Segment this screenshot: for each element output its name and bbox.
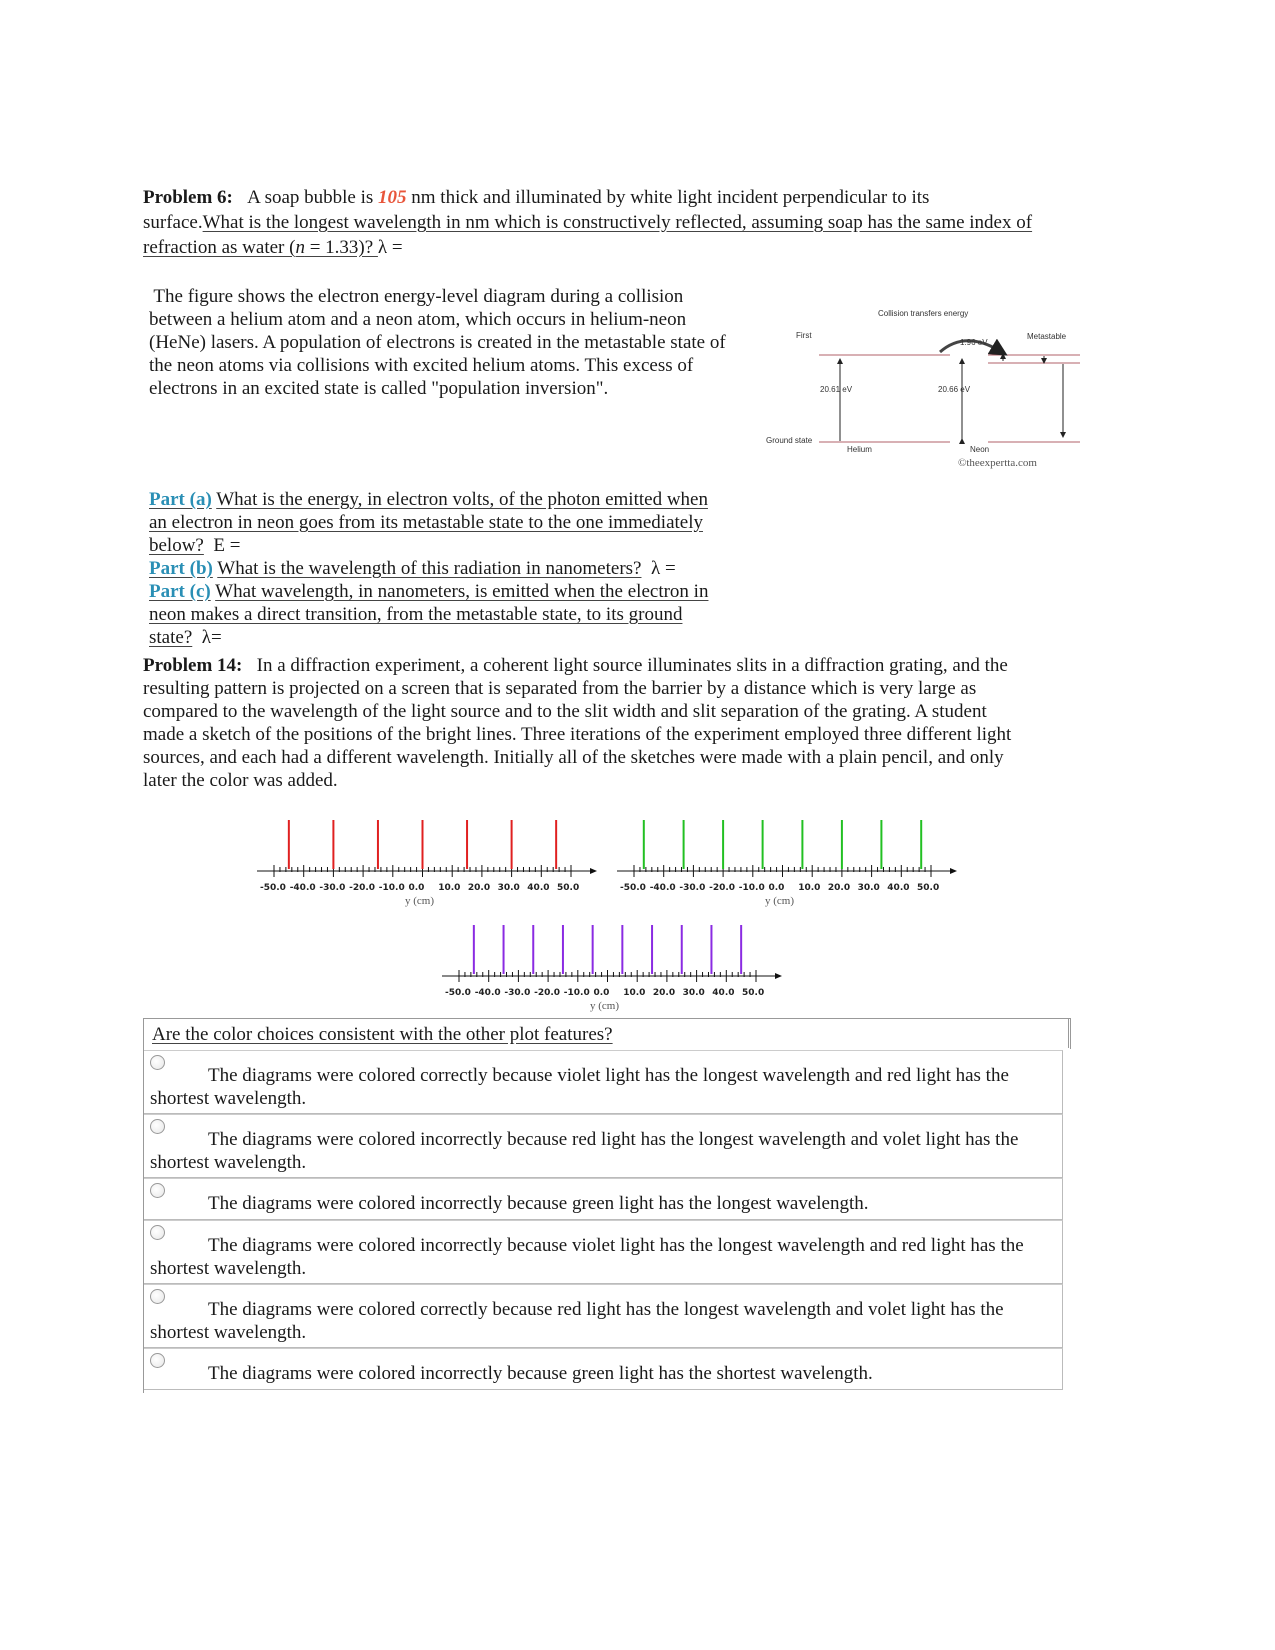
n-symbol: n — [295, 237, 305, 258]
gap-energy: 1.96 eV — [960, 338, 988, 347]
question-right-border — [1068, 1018, 1069, 1048]
option-5-text-2: shortest wavelength. — [150, 1322, 307, 1343]
plot-red-svg — [255, 815, 600, 890]
part-a-line: What is the energy, in electron volts, of the photon emitted when — [216, 489, 708, 510]
problem-6-question: What is the longest wavelength in nm which is constructively reflected, assuming soap has the same index of — [202, 212, 1033, 233]
first-label: First — [796, 331, 812, 340]
option-2-text: The diagrams were colored incorrectly because red light has the longest wavelength and volet light has the — [208, 1129, 1019, 1150]
option-3-text: The diagrams were colored incorrectly because green light has the longest wavelength. — [208, 1193, 869, 1214]
problem-6 — [143, 186, 1103, 259]
question-text: Are the color choices consistent with the other plot features? — [152, 1024, 613, 1045]
ground-label: Ground state — [766, 436, 813, 445]
diagram-title: Collision transfers energy — [878, 309, 969, 318]
problem-6-text-after: nm thick and illuminated by white light incident perpendicular to its — [411, 187, 930, 208]
tick-label: 50.0 — [917, 883, 940, 893]
part-a-line: an electron in neon goes from its metastable state to the one immediately — [149, 512, 703, 533]
tick-label: 0.0 — [593, 988, 610, 998]
tick-label: 10.0 — [438, 883, 461, 893]
option-5-text: The diagrams were colored correctly because red light has the longest wavelength and volet light has the — [208, 1299, 1004, 1320]
problem-14-line: In a diffraction experiment, a coherent light source illuminates slits in a diffraction grating, and the — [256, 655, 1008, 676]
problem-6-label: Problem 6: — [143, 187, 233, 208]
tick-label: -50.0 — [445, 988, 471, 998]
tick-label: -20.0 — [349, 883, 376, 893]
plot-violet-xlabel: y (cm) — [590, 1000, 620, 1012]
intro-line: (HeNe) lasers. A population of electrons is created in the metastable state of — [149, 332, 726, 353]
plot-violet-tick-labels — [440, 988, 785, 1000]
option-2-text-2: shortest wavelength. — [150, 1152, 307, 1173]
plot-red — [255, 815, 600, 915]
part-a — [149, 488, 769, 557]
option-6-text: The diagrams were colored incorrectly because green light has the shortest wavelength. — [208, 1363, 873, 1384]
plot-green — [615, 815, 960, 915]
tick-label: 20.0 — [467, 883, 491, 893]
neon-energy: 20.66 eV — [938, 385, 971, 394]
tick-label: 50.0 — [742, 988, 765, 998]
problem-14-line: resulting pattern is projected on a screen that is separated from the barrier by a distance which is very large as — [143, 678, 977, 699]
option-4-text-2: shortest wavelength. — [150, 1258, 307, 1279]
tick-label: -50.0 — [620, 883, 646, 893]
part-c-line: state? — [149, 627, 193, 648]
tick-label: -20.0 — [709, 883, 736, 893]
tick-label: -10.0 — [738, 883, 765, 893]
tick-label: -30.0 — [319, 883, 346, 893]
n-value: = 1.33)? — [304, 237, 378, 258]
tick-label: -40.0 — [289, 883, 316, 893]
option-1[interactable] — [143, 1050, 1063, 1114]
intro-line: The figure shows the electron energy-level diagram during a collision — [149, 286, 684, 307]
part-c-line: What wavelength, in nanometers, is emitted when the electron in — [215, 581, 709, 602]
plot-violet — [440, 920, 785, 1020]
tick-label: 30.0 — [857, 883, 880, 893]
question-header — [143, 1018, 1071, 1049]
problem-6-text: A soap bubble is — [247, 187, 374, 208]
option-1-text-2: shortest wavelength. — [150, 1088, 307, 1109]
intro-line: between a helium atom and a neon atom, which occurs in helium-neon — [149, 309, 687, 330]
option-6[interactable] — [143, 1348, 1063, 1390]
tick-label: 40.0 — [712, 988, 735, 998]
part-b — [149, 557, 769, 580]
tick-label: -10.0 — [378, 883, 405, 893]
tick-label: 0.0 — [408, 883, 425, 893]
part-b-line: What is the wavelength of this radiation in nanometers? — [217, 558, 642, 579]
answer-prompt-a: E = — [213, 535, 241, 556]
tick-label: 10.0 — [798, 883, 821, 893]
part-a-label: Part (a) — [149, 489, 212, 510]
part-c — [149, 580, 769, 649]
neon-label: Neon — [970, 445, 990, 454]
problem-14-line: later the color was added. — [143, 770, 338, 791]
tick-label: -40.0 — [649, 883, 676, 893]
problem-14 — [143, 654, 1083, 792]
problem-6-question-2: refraction as water ( — [143, 237, 296, 258]
answer-prompt-b: λ = — [650, 558, 676, 579]
problem-14-label: Problem 14: — [143, 655, 243, 676]
tick-label: 30.0 — [682, 988, 705, 998]
problem-14-line: compared to the wavelength of the light source and to the slit width and slit separation of the grating. A student — [143, 701, 987, 722]
energy-level-diagram — [760, 295, 1080, 475]
tick-label: -30.0 — [504, 988, 531, 998]
option-2[interactable] — [143, 1114, 1063, 1178]
energy-diagram-svg — [760, 295, 1080, 475]
problem-6-prefix: surface. — [143, 212, 203, 233]
tick-label: 30.0 — [497, 883, 520, 893]
plot-green-xlabel: y (cm) — [765, 895, 795, 907]
plot-green-tick-labels — [615, 883, 960, 895]
part-a-line: below? — [149, 535, 204, 556]
options-list — [143, 1050, 1063, 1390]
intro-line: electrons in an excited state is called "population inversion". — [149, 378, 609, 399]
helium-label: Helium — [847, 445, 872, 454]
hene-parts — [149, 488, 769, 649]
plot-green-svg — [615, 815, 960, 890]
watermark: ©theexpertta.com — [958, 457, 1037, 469]
tick-label: 50.0 — [557, 883, 580, 893]
option-4-text: The diagrams were colored incorrectly because violet light has the longest wavelength and red light has the — [208, 1235, 1024, 1256]
tick-label: -40.0 — [474, 988, 501, 998]
plot-red-xlabel: y (cm) — [405, 895, 435, 907]
metastable-label: Metastable — [1027, 332, 1067, 341]
tick-label: -20.0 — [534, 988, 561, 998]
option-3[interactable] — [143, 1178, 1063, 1220]
answer-prompt-c: λ= — [201, 627, 222, 648]
thickness-value: 105 — [378, 187, 407, 208]
helium-energy: 20.61 eV — [820, 385, 853, 394]
tick-label: 40.0 — [527, 883, 550, 893]
tick-label: 20.0 — [827, 883, 851, 893]
part-c-label: Part (c) — [149, 581, 211, 602]
answer-prompt-p6: λ = — [377, 237, 403, 258]
tick-label: 20.0 — [652, 988, 676, 998]
option-4[interactable] — [143, 1220, 1063, 1284]
option-5[interactable] — [143, 1284, 1063, 1348]
tick-label: -30.0 — [679, 883, 706, 893]
tick-label: 0.0 — [768, 883, 785, 893]
option-1-text: The diagrams were colored correctly because violet light has the longest wavelength and red light has the — [208, 1065, 1009, 1086]
tick-label: 40.0 — [887, 883, 910, 893]
plot-violet-svg — [440, 920, 785, 995]
plot-red-tick-labels — [255, 883, 600, 895]
hene-intro — [149, 285, 769, 400]
problem-14-line: sources, and each had a different wavelength. Initially all of the sketches were made with a plain pencil, and only — [143, 747, 1004, 768]
question-left-border — [143, 1048, 144, 1393]
tick-label: -50.0 — [260, 883, 286, 893]
tick-label: -10.0 — [563, 988, 590, 998]
problem-14-line: made a sketch of the positions of the bright lines. Three iterations of the experiment employed three different light — [143, 724, 1012, 745]
tick-label: 10.0 — [623, 988, 646, 998]
part-b-label: Part (b) — [149, 558, 213, 579]
intro-line: the neon atoms via collisions with excited helium atoms. This excess of — [149, 355, 694, 376]
part-c-line: neon makes a direct transition, from the metastable state, to its ground — [149, 604, 683, 625]
